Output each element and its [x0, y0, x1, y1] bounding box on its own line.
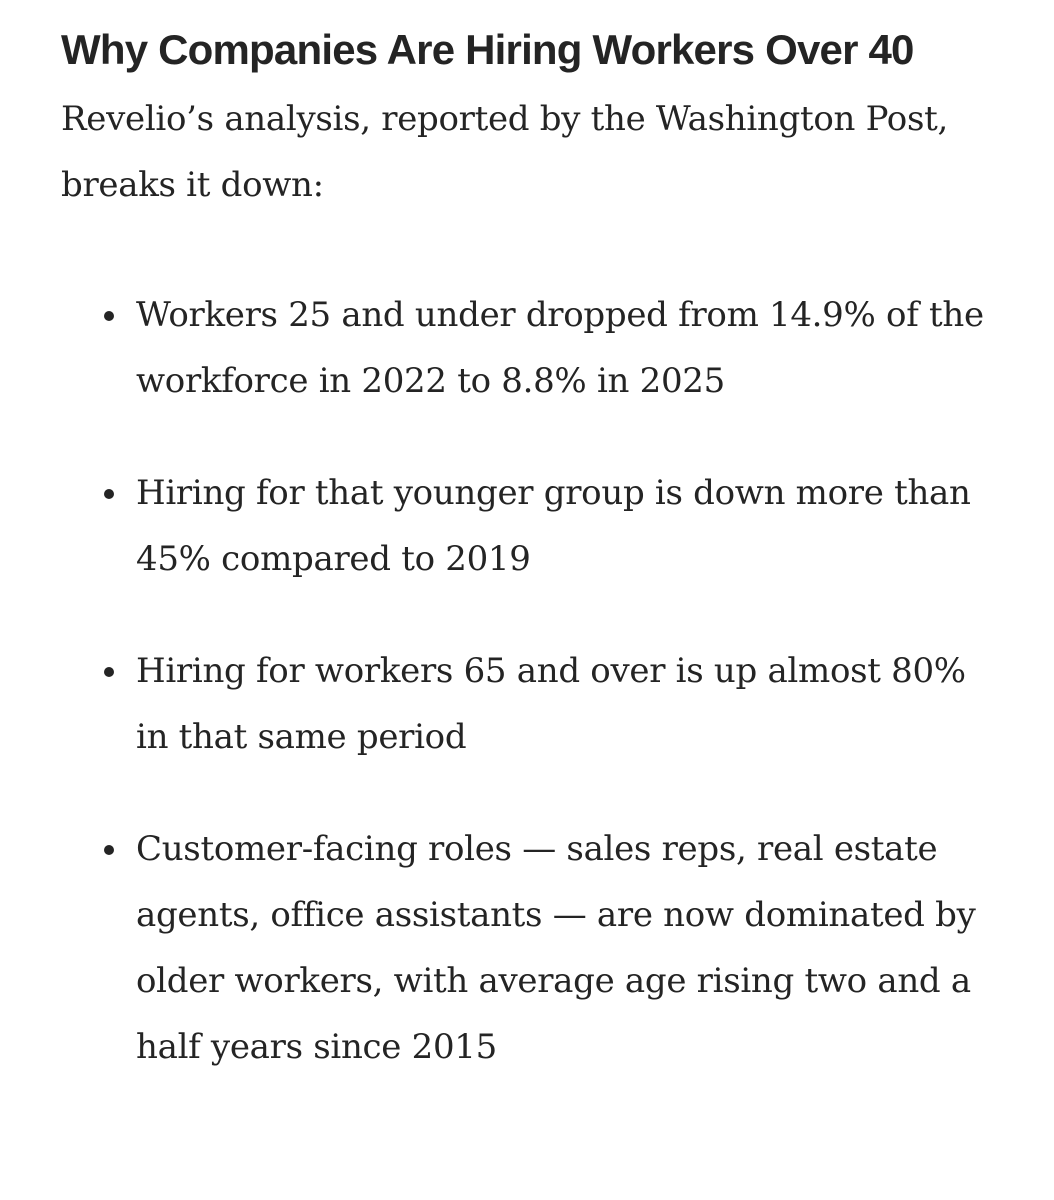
- bullet-dot-icon: [104, 311, 114, 321]
- bullet-dot-icon: [104, 489, 114, 499]
- list-item-text: Customer-facing roles — sales reps, real estate agents, office assistants — are now dominated by older workers, with average age rising two and a half years since 2015: [136, 829, 976, 1067]
- list-item: [61, 638, 1006, 770]
- intro-paragraph: Revelio’s analysis, reported by the Washington Post, breaks it down:: [61, 99, 948, 205]
- bullet-dot-icon: [104, 845, 114, 855]
- list-item-text: Workers 25 and under dropped from 14.9% of the workforce in 2022 to 8.8% in 2025: [136, 295, 984, 401]
- list-item: [61, 816, 1006, 1080]
- list-item: [61, 460, 1006, 592]
- article-body: [61, 22, 1021, 1126]
- list-item-text: Hiring for workers 65 and over is up almost 80% in that same period: [136, 651, 966, 757]
- bullet-dot-icon: [104, 667, 114, 677]
- bullet-list: [61, 282, 1021, 1080]
- section-heading: Why Companies Are Hiring Workers Over 40: [61, 26, 914, 73]
- list-item-text: Hiring for that younger group is down more than 45% compared to 2019: [136, 473, 971, 579]
- list-item: [61, 282, 1006, 414]
